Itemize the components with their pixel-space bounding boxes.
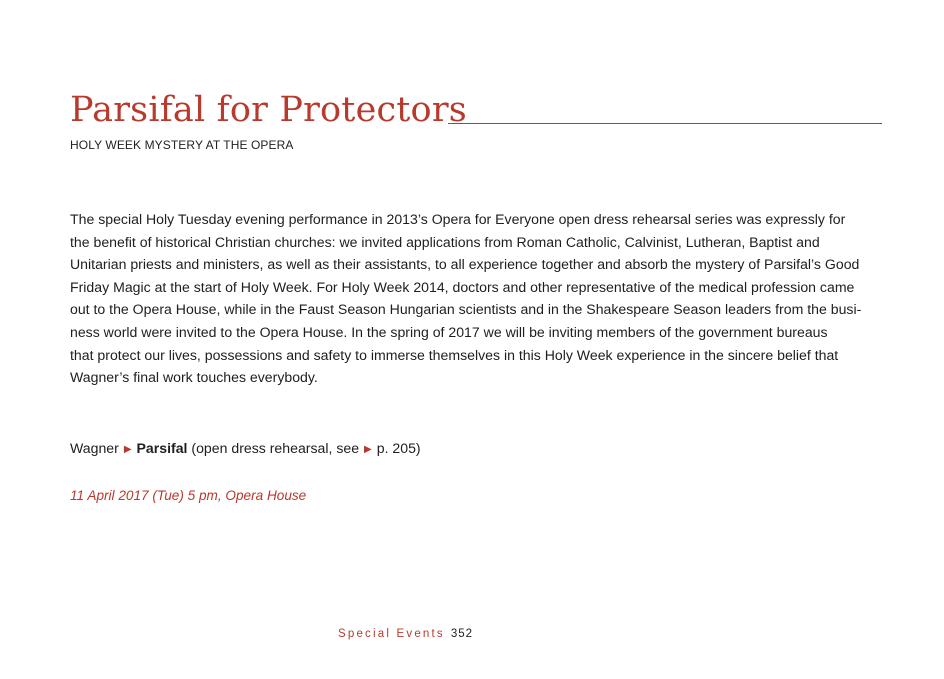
title-row [70,88,882,132]
footer-section: Special Events [338,628,445,640]
body-line: Friday Magic at the start of Holy Week. For Holy Week 2014, doctors and other representative of the medical profession came [70,278,855,295]
page-subtitle: HOLY WEEK MYSTERY AT THE OPERA [70,138,294,152]
body-line: The special Holy Tuesday evening performance in 2013’s Opera for Everyone open dress rehearsal series was expressly for [70,211,846,227]
performance-credit [70,437,421,461]
work-title: Parsifal [136,440,188,456]
title-rule [448,123,882,124]
body-paragraph [70,208,870,389]
page-footer [338,628,473,640]
event-date: 11 April 2017 (Tue) 5 pm, Opera House [70,488,307,503]
credit-note-prefix: (open dress rehearsal, see [191,440,360,456]
body-line: out to the Opera House, while in the Faust Season Hungarian scientists and in the Shakespeare Season leaders from the busi- [70,301,862,318]
body-line: the benefit of historical Christian churches: we invited applications from Roman Catholic, Calvinist, Lutheran, Baptist and [70,233,820,250]
body-line: Wagner’s final work touches everybody. [70,369,318,386]
page-reference: p. 205) [376,440,421,456]
page-title: Parsifal for Protectors [70,90,467,130]
triangle-right-icon: ▶ [123,444,132,455]
composer-name: Wagner [70,440,119,456]
body-line: that protect our lives, possessions and safety to immerse themselves in this Holy Week experience in the sincere belief that [70,346,839,363]
page-number: 352 [450,628,474,640]
triangle-right-icon: ▶ [364,444,372,455]
body-line: ness world were invited to the Opera House. In the spring of 2017 we will be inviting members of the government bureaus [70,323,828,340]
body-line: Unitarian priests and ministers, as well as their assistants, to all experience together and absorb the mystery of Parsifal’s Good [70,256,860,273]
